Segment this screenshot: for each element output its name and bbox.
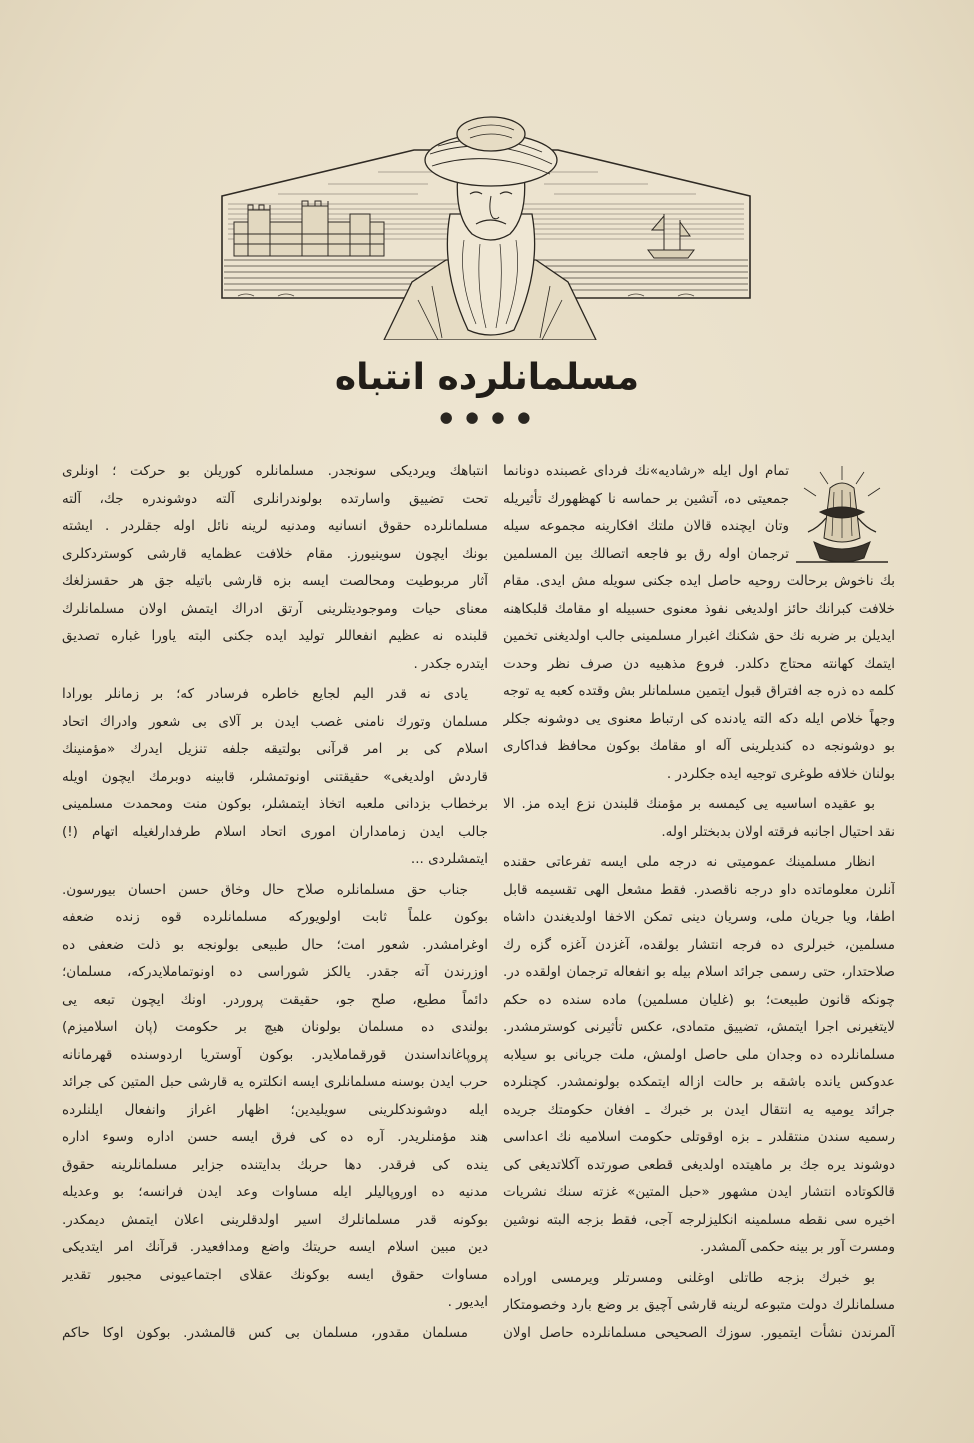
left-column-line: مسلمان مقدور، مسلمان بى كس قالمشدر. بوكون اوكا حاكم <box>62 1324 468 1341</box>
right-column-line: خلافت كبرانك حائز اولديغى نفوذ معنوى حسبيله او مقامك قلبكاهنه <box>503 600 895 617</box>
right-column-line: عدوكس يانده باشقه بر حالت ازاله ايتمكده بولونمشدر. كچنلرده <box>503 1074 895 1090</box>
turbaned-elder-seascape-icon <box>218 110 754 340</box>
right-column-line: جمعيتى ده، آتشين بر حماسه نا كهظهورك تأثيريله <box>503 490 789 507</box>
left-column-line: پروپاغانداسندن قورقماملايدر. بوكون آوستريا اردوسنده قهرمانانه <box>62 1046 488 1063</box>
right-column-line: رسميه سندن منتقلدر ـ بزه اوقوتلى حكومت اسلاميه نك اعداسى <box>503 1129 895 1145</box>
right-column-line: آلمرندن نشأت ايتميور. سوزك الصحيحى مسلمانلرده حاصل اولان <box>503 1324 895 1341</box>
right-column-line: چونكه قانون طبيعت؛ بو (غليان مسلمين) ماده سنده ده حكم <box>503 991 895 1008</box>
left-column-line: بونك ايچون سوينيورز. مقام خلافت عظمايه قارشى كوستردكلرى <box>62 545 488 562</box>
left-column-line: جالب ايدن زمامداران امورى اتحاد اسلام طرفدارلغيله اتهام (!) <box>62 823 488 840</box>
right-column-line: ايتمك كهانته محتاج دكلدر. فروع مذهبيه دن صرف نظر وحدت <box>503 655 895 672</box>
right-column-line: مسلمانلرك دولت متبوعه لرينه قارشى آچيق بر وضع بارد وخصومتكار <box>503 1297 895 1313</box>
right-column-line: اخيره سى نقطه مسلمينه انكليزلرجه آجى، فقط بزجه البته نوشين <box>503 1211 895 1228</box>
left-column-line: جناب حق مسلمانلره صلاح حال وخاق حسن احسان بيورسون. <box>62 881 468 898</box>
right-column-line: بولنان خلافه طوغرى توجيه ايده جكلردر . <box>666 765 895 782</box>
right-column-line: بو عقيده اساسيه يى كيمسه بر مؤمنك قلبندن نزع ايده مز. الا <box>503 796 875 812</box>
right-column-line: بو دوشونجه ده كنديلرينى آله او مقامك بوكون محافظ فداكارى <box>503 738 895 754</box>
left-column-line: يادى نه قدر اليم لجايع خاطره فرسادر كه؛ بر زمانلر بورادا <box>62 686 468 702</box>
header-illustration <box>218 110 754 340</box>
left-column-line: بولندى ده مسلمان بولونان هيچ بر حكومت (پان اسلاميزم) <box>62 1019 488 1035</box>
right-column-line: صلاحتدار، حتى رسمى جرائد اسلام بيله بو انفعاله ترجمان اولقده در. <box>503 964 895 980</box>
left-column-line: ايديور . <box>447 1294 488 1310</box>
right-column-line: كلمه ده ذره جه افتراق قبول ايتمين مسلمانلر بش وقتده كعبه يه توجه <box>503 683 895 699</box>
right-column-line: مسلمانلرده ده وجدان ملى حاصل اولمش، ملت جريانى بو سيلابه <box>503 1046 895 1063</box>
left-column-line: دين مبين اسلام ايسه حريتك واضع ومدافعيدر. قرآنك امر ايتديكى <box>62 1239 488 1255</box>
left-column-line: قاردش اولديغى» حقيقتنى اونوتمشلر، قابينه دوبرمك ايچون اويله <box>62 768 488 785</box>
left-column-line: بوكون علماً ثابت اولويوركه مسلمانلرده قوه زنده ضعفه <box>62 909 488 925</box>
right-column-line: انظار مسلمينك عموميتى نه درجه ملى ايسه تفرعاتى حقنده <box>503 854 875 870</box>
right-column-line: وتان ايچنده قالان ملتك افكارينه مجموعه سيله <box>503 518 789 534</box>
left-column-line: بوكونه قدر مسلمانلرك اسير اولدقلرينى اعلان ايتمش ديمكدر. <box>62 1211 488 1228</box>
right-column-line: قالكوتاده انتشار ايدن مشهور «حبل المتين» غزته سنك نشريات <box>503 1184 895 1200</box>
left-column-line: هند مؤمنلريدر. آره ده كى فرق ايسه حسن اداره وسوء اداره <box>62 1129 488 1145</box>
left-column-line: تحت تضييق واسارتده بولوندرانلرى آلته دوشوندره جك، آلته <box>62 490 488 507</box>
right-column-line: آنلرن معلوماتده داو درجه ناقصدر. فقط مشعل الهى تقسيمه قابل <box>503 881 895 898</box>
left-column-line: معناى حيات وموجوديتلرينى آرتق ادراك ايتمش اولان مسلمانلرك <box>62 600 488 617</box>
left-column-line: اوزرندن آته جقدر. يالكز شوراسى ده اونوتماملايدركه، مسلمان؛ <box>62 964 488 980</box>
left-column-line: ايتدره جكدر . <box>413 655 488 672</box>
left-column-line: اسلام كى بر امر قرآنى بولتيقه جلفه تنزيل ايدرك «مؤمنينك <box>62 741 488 757</box>
left-column-line: ينده كى فرقدر. دها حربك بدايتنده جزاير مسلمانلرينه حقوق <box>62 1156 488 1173</box>
right-column-line: اطفا، ويا جريان ملى، وسريان دينى تمكن الاخفا اولديغندن داشاه <box>503 909 895 925</box>
right-text-column <box>503 458 895 1347</box>
left-text-column <box>62 458 488 1347</box>
right-column-line: دوشوند يره جك بر ماهيتده اولديغى قطعى صورتده آكلاتديغى كى <box>503 1156 895 1173</box>
left-column-line: برخطاب بزدانى ملعبه اتخاذ ايتمشلر، بوكون منت ومحمدت مسلمينى <box>62 796 488 812</box>
title-separator: ● ● ● ● <box>439 408 535 426</box>
left-column-line: ايله دوشوندكلرينى سويليدين؛ اظهار اغراز وانفعال ايلنلرده <box>62 1101 488 1118</box>
left-column-line: مسلمانلرده حقوق انسانيه ومدنيه لرينه نائل اوله جقلردر . ايشته <box>62 518 488 534</box>
right-column-line: ايديلن بر ضربه نك حق شكنك اغبرار مسلمينى جالب اولديغنى تخمين <box>503 628 895 644</box>
left-column-line: مدنيه ده اوروپاليلر ايله مساوات وعد ايدن فرانسه؛ بو وعديله <box>62 1184 488 1200</box>
right-column-line: لايتغيرنى اجرا ايتمش، تضييق متمادى، عكس تأثيرنى كوسترمشدر. <box>503 1019 895 1035</box>
left-column-line: دائماً مطيع، صلح جو، حقيقت پروردر. اونك ايچون تبعه يى <box>62 991 488 1008</box>
left-column-line: مساوات حقوق ايسه بوكونك عقلاى اجتماعيونى مجبور تقدير <box>62 1266 488 1283</box>
right-column-line: بك ناخوش برحالت روحيه حاصل ايده جكنى سويله مش ايدى. مقام <box>503 573 895 589</box>
right-column-line: بو خبرك بزجه طاتلى اوغلنى ومسرتلر ويرمسى اوراده <box>503 1269 875 1286</box>
right-column-line: تمام اول ايله «رشاديه»نك فرداى غصبنده دونانما <box>503 463 789 479</box>
right-column-line: مسلمين، خبرلرى ده فرجه انتشار بولقده، آغزدن آغزه گزه رك <box>503 936 895 953</box>
left-column-line: اوغرامشدر. شعور امت؛ حال طبيعى بولونجه بو ذلت ضعفى ده <box>62 936 488 953</box>
left-column-line: انتباهك ويرديكى سونجدر. مسلمانلره كوريلن بو حركت ؛ اونلرى <box>62 463 488 479</box>
left-column-line: مسلمان وتورك نامنى غصب ايدن بر آلاى بى شعور وادراك اتحاد <box>62 713 488 730</box>
right-column-line: نقد احتيال اجانبه فرقته اولان بدبختلر اوله. <box>661 823 895 840</box>
left-column-line: حرب ايدن بوسنه مسلمانلرى ايسه انكلتره يه قارشى حبل المتين كى جرائد <box>62 1074 488 1090</box>
right-column-line: ومسرت آور بر بينه حكمى آلمشدر. <box>699 1239 895 1255</box>
right-column-line: ترجمان اوله رق بو فاجعه اتصالك بين المسلمين <box>503 545 789 562</box>
article-title: مسلمانلرده انتباه <box>334 357 640 398</box>
left-column-line: آثار مربوطيت ومحالصت ايسه بزه قارشى باتيله جق هر حقسزلغك <box>62 573 488 589</box>
left-column-line: ايتمشلردى ... <box>410 851 488 867</box>
right-column-line: وجهاً خلاص ايله دكه الته يادنده كى ارتباط معنوى يى دوشونه جكلر <box>503 710 895 727</box>
right-column-line: جرائد يوميه يه انتقال ايدن بر خبرك ـ افغان حكومتك جريده <box>503 1101 895 1118</box>
left-column-line: قلبنده نه عظيم انفعاللر توليد ايده جكنى البته ياورا غباره تصديق <box>62 628 488 644</box>
